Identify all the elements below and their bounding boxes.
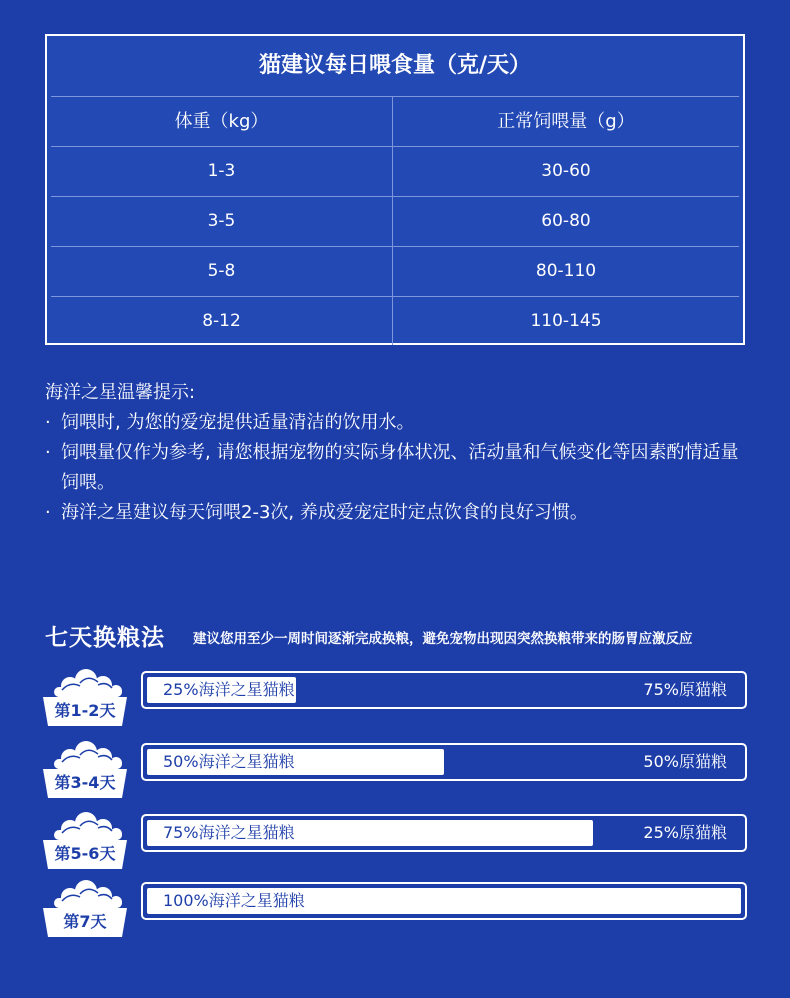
column-header-weight: 体重（kg）: [51, 97, 393, 147]
day-badge: [40, 880, 130, 938]
day-badge: [40, 669, 130, 727]
tip-text: 海洋之星建议每天饲喂2-3次, 养成爱宠定时定点饮食的良好习惯。: [61, 502, 588, 523]
new-food-label: 25%海洋之星猫粮: [163, 680, 295, 699]
ratio-bar: [141, 743, 747, 781]
tips-heading: 海洋之星温馨提示:: [45, 382, 196, 403]
day-badge: [40, 741, 130, 799]
day-row: [40, 741, 750, 799]
day-badge: [40, 812, 130, 870]
table-cell-amount: 110-145: [530, 311, 602, 331]
tip-item: [45, 438, 755, 498]
tip-item: [45, 498, 755, 528]
table-cell-weight: 1-3: [51, 147, 393, 197]
day-label: 第5-6天: [54, 844, 116, 863]
day-row: [40, 812, 750, 870]
table-cell-amount: 60-80: [393, 197, 739, 247]
tip-item: [45, 408, 755, 438]
day-row: [40, 880, 750, 938]
bullet-icon: ·: [45, 502, 51, 523]
column-header-amount: 正常饲喂量（g）: [393, 97, 739, 147]
tip-text: 饲喂时, 为您的爱宠提供适量清洁的饮用水。: [61, 412, 415, 433]
ratio-bar: [141, 671, 747, 709]
section-description: 建议您用至少一周时间逐渐完成换粮，避免宠物出现因突然换粮带来的肠胃应激反应: [193, 631, 693, 647]
old-food-label: 50%原猫粮: [643, 752, 727, 771]
feeding-table: [45, 34, 745, 345]
old-food-label: 25%原猫粮: [643, 823, 727, 842]
old-food-label: 75%原猫粮: [643, 680, 727, 699]
day-label: 第7天: [63, 912, 107, 931]
table-cell-amount: 30-60: [393, 147, 739, 197]
ratio-bar: [141, 882, 747, 920]
day-label: 第1-2天: [54, 701, 116, 720]
new-food-label: 100%海洋之星猫粮: [163, 891, 305, 910]
table-cell-weight: 8-12: [51, 297, 393, 345]
table-cell-amount: 80-110: [393, 247, 739, 297]
table-cell-weight: 3-5: [51, 197, 393, 247]
section-title: 七天换粮法: [45, 625, 165, 651]
table-title: 猫建议每日喂食量（克/天）: [51, 36, 739, 97]
tips-section: [45, 378, 755, 528]
ratio-bar: [141, 814, 747, 852]
new-food-label: 50%海洋之星猫粮: [163, 752, 295, 771]
day-row: [40, 669, 750, 727]
tip-text: 饲喂量仅作为参考, 请您根据宠物的实际身体状况、活动量和气候变化等因素酌情适量饲喂。: [61, 442, 739, 493]
new-food-label: 75%海洋之星猫粮: [163, 823, 295, 842]
table-cell-weight: 5-8: [51, 247, 393, 297]
bullet-icon: ·: [45, 412, 51, 433]
table-grid: [51, 97, 739, 345]
bullet-icon: ·: [45, 442, 51, 463]
day-label: 第3-4天: [54, 773, 116, 792]
